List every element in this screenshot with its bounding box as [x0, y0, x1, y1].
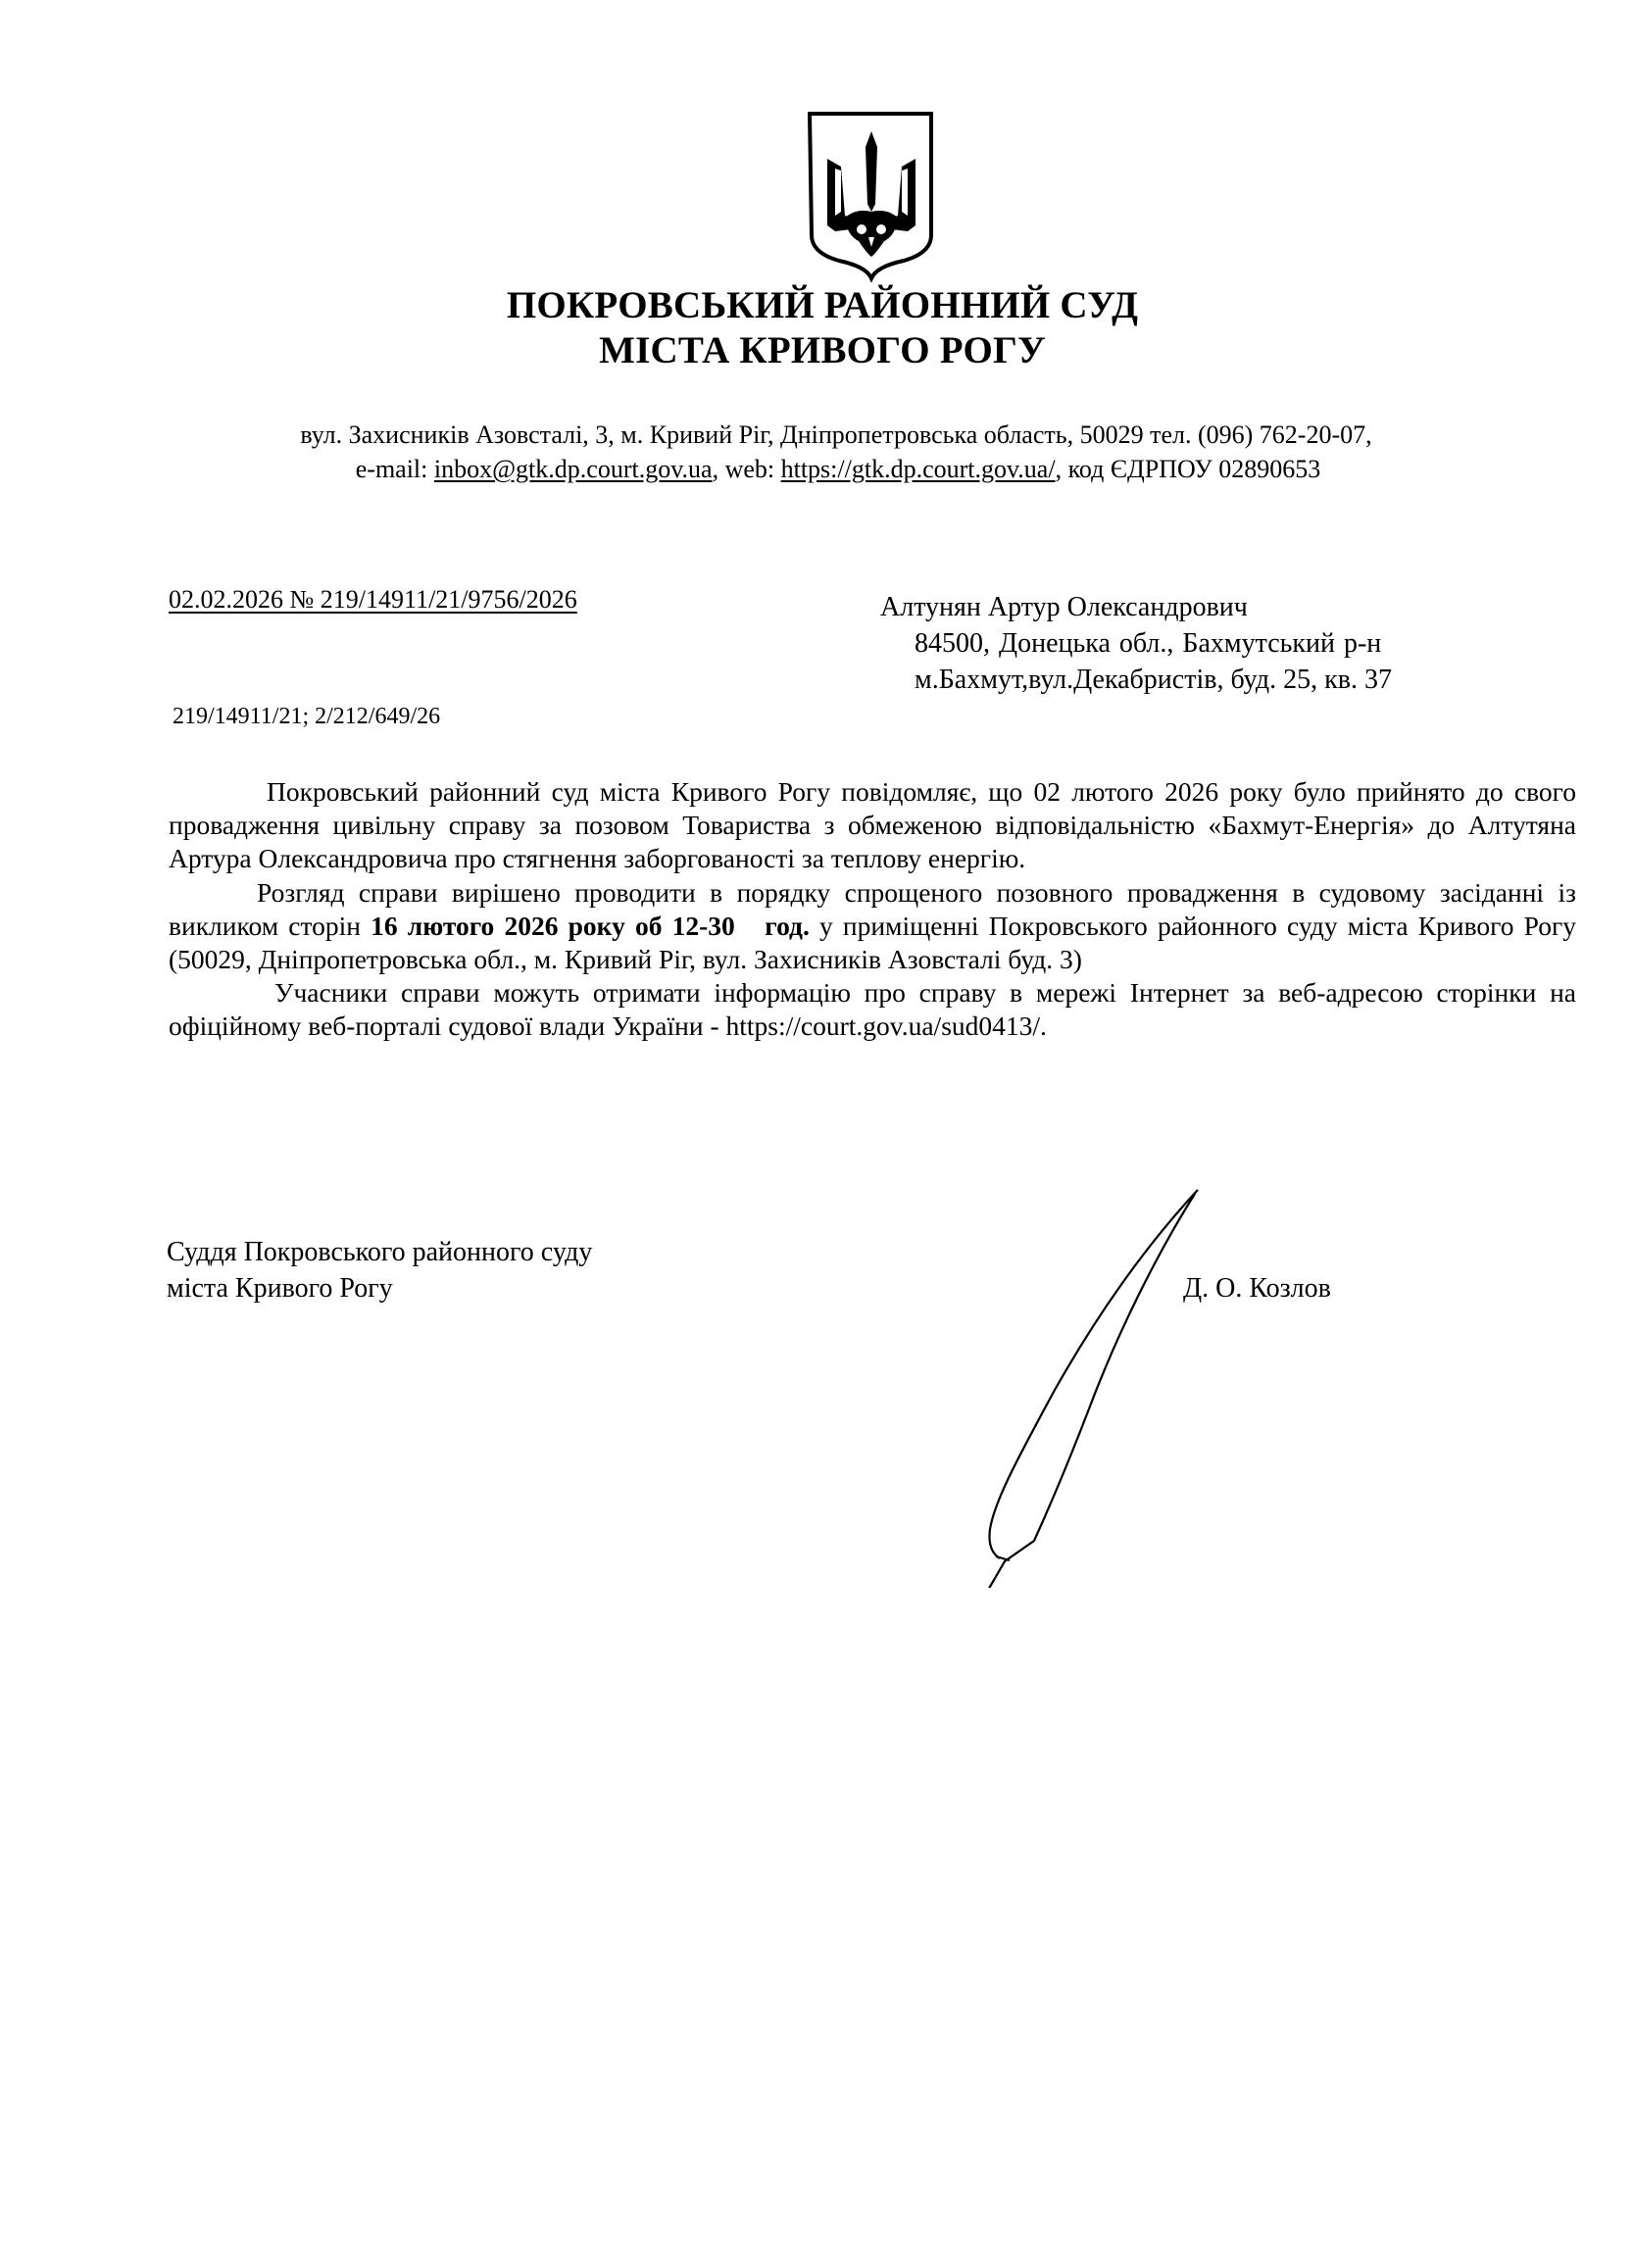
coat-of-arms-icon — [806, 110, 937, 282]
edrpou-code: , код ЄДРПОУ 02890653 — [1055, 455, 1321, 483]
hearing-text-before: Розгляд справи вирішено проводити в порядку спрощеного позовного провадження в судовому засіданні із викликом сторін — [169, 876, 1576, 941]
court-contacts — [22, 452, 1633, 486]
hearing-text-after: у приміщенні Покровського районного суду міста Кривого Рогу (50029, Дніпропетровська обл., м. Кривий Ріг, вул. Захисників Азовсталі буд. 3) — [169, 910, 1576, 975]
paragraph-info: Учасники справи можуть отримати інформацію про справу в мережі Інтернет за веб-адресою сторінки на офіційному веб-порталі судової влади України - https://court.gov.ua/sud0413/. — [169, 977, 1576, 1042]
court-name-line1: ПОКРОВСЬКИЙ РАЙОННИЙ СУД — [506, 284, 1139, 326]
hearing-datetime: 16 лютого 2026 року об 12-30 — [371, 910, 735, 941]
letter-body — [169, 775, 1576, 1044]
recipient-address-line1: 84500, Донецька обл., Бахмутський р-н — [915, 628, 1382, 659]
paragraph-hearing — [169, 876, 1576, 977]
handwritten-signature-icon — [853, 1176, 1206, 1588]
court-name-line2: МІСТА КРИВОГО РОГУ — [599, 329, 1046, 371]
outgoing-date-number: 02.02.2026 № 219/14911/21/9756/2026 — [169, 585, 577, 614]
court-address: вул. Захисників Азовсталі, 3, м. Кривий Ріг, Дніпропетровська область, 50029 тел. (096) 762-20-07, — [300, 420, 1372, 449]
web-label: , web: — [712, 455, 781, 483]
case-references: 219/14911/21; 2/212/649/26 — [173, 704, 441, 729]
email-link[interactable]: inbox@gtk.dp.court.gov.ua — [433, 455, 713, 483]
signer-title-line1: Суддя Покровського районного суду — [167, 1237, 593, 1267]
hearing-time-unit: год. — [765, 910, 810, 941]
judge-name: Д. О. Козлов — [1183, 1273, 1331, 1304]
recipient-name: Алтунян Артур Олександрович — [880, 592, 1248, 622]
recipient-address-line2: м.Бахмут,вул.Декабристів, буд. 25, кв. 37 — [915, 665, 1392, 695]
email-label: e-mail: — [355, 455, 434, 483]
website-link[interactable]: https://gtk.dp.court.gov.ua/ — [780, 455, 1056, 483]
signer-title-line2: міста Кривого Рогу — [167, 1273, 393, 1304]
paragraph-notice: Покровський районний суд міста Кривого Рогу повідомляє, що 02 лютого 2026 року було прийнято до свого провадження цивільну справу за позовом Товариства з обмеженою відповідальністю «Бахмут-Енергія» до Алтутяна Артура Олександровича про стягнення заборгованості за теплову енергію. — [169, 776, 1576, 874]
